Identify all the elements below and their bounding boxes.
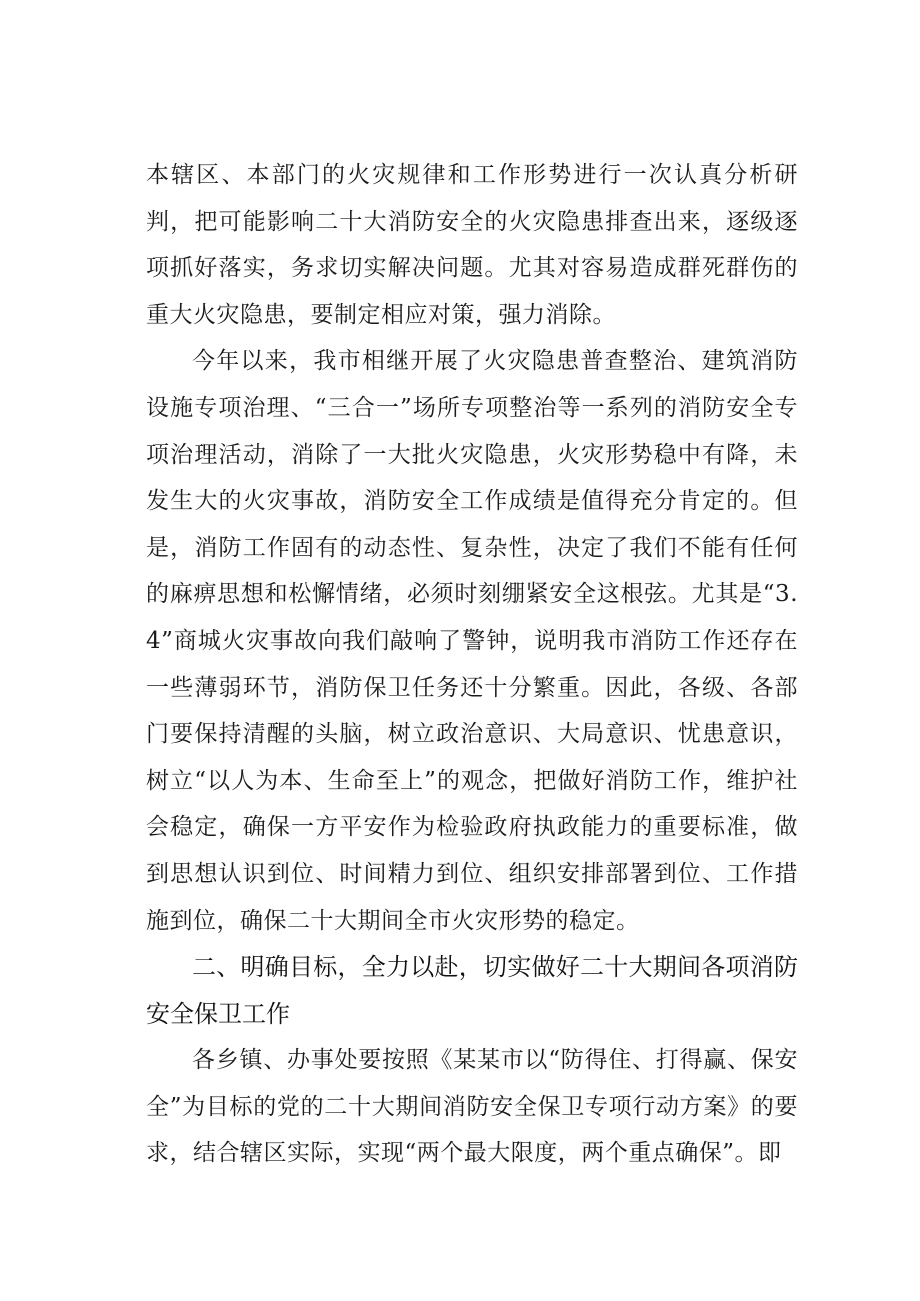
section-heading-two: 二、明确目标，全力以赴，切实做好二十大期间各项消防安全保卫工作 [146,953,798,1028]
paragraph-fire-safety-review: 今年以来，我市相继开展了火灾隐患普查整治、建筑消防设施专项治理、“三合一”场所专项整治等一系列的消防安全专项治理活动，消除了一大批火灾隐患，火灾形势稳中有降，未发生大的火灾事故，消防安全工作成绩是值得充分肯定的。但是，消防工作固有的动态性、复杂性，决定了我们不能有任何的麻痹思想和松懈情绪，必须时刻绷紧安全这根弦。尤其是“3.4”商城火灾事故向我们敲响了警钟，说明我市消防工作还存在一些薄弱环节，消防保卫任务还十分繁重。因此，各级、各部门要保持清醒的头脑，树立政治意识、大局意识、忧患意识，树立“以人为本、生命至上”的观念，把做好消防工作，维护社会稳定，确保一方平安作为检验政府执政能力的重要标准，做到思想认识到位、时间精力到位、组织安排部署到位、工作措施到位，确保二十大期间全市火灾形势的稳定。 [146,348,798,934]
paragraph-action-plan: 各乡镇、办事处要按照《某某市以“防得住、打得赢、保安全”为目标的党的二十大期间消防安全保卫专项行动方案》的要求，结合辖区实际，实现“两个最大限度，两个重点确保”。即 [146,1047,798,1167]
paragraph-fire-hazard-analysis: 本辖区、本部门的火灾规律和工作形势进行一次认真分析研判，把可能影响二十大消防安全的火灾隐患排查出来，逐级逐项抓好落实，务求切实解决问题。尤其对容易造成群死群伤的重大火灾隐患，要制定相应对策，强力消除。 [146,162,798,328]
document-body [146,152,798,1177]
